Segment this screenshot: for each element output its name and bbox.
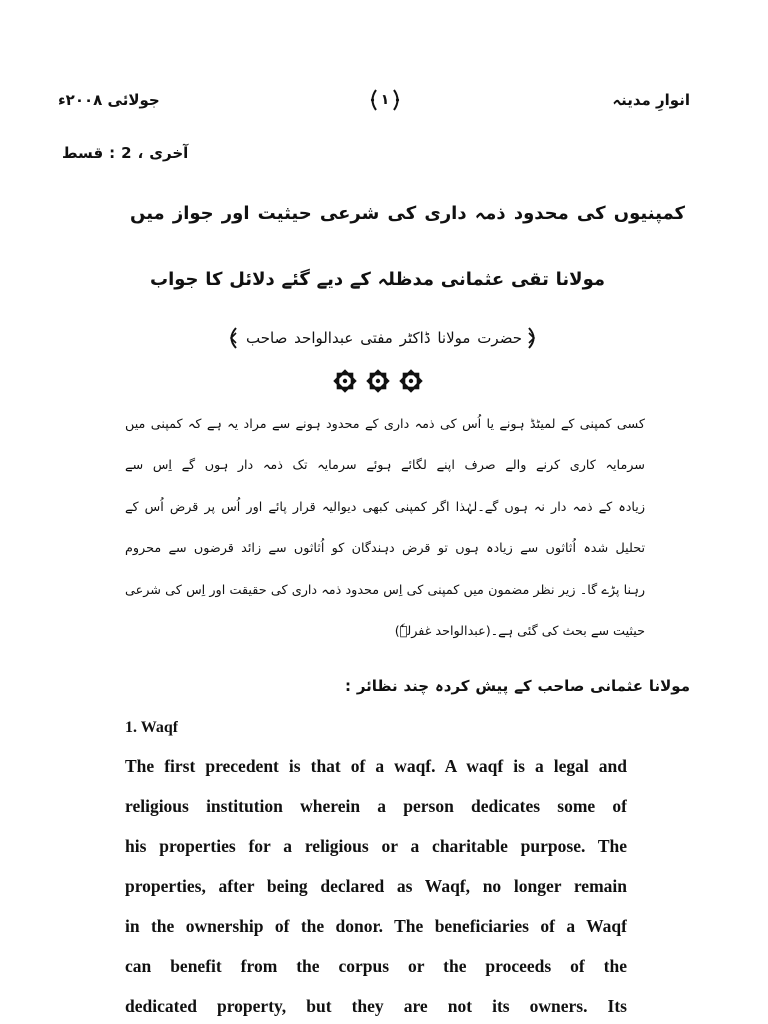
right-bracket-ornament-icon (393, 88, 402, 112)
body-text-line: dedicated property, but they are not its owners. Its (125, 996, 627, 1016)
right-bracket-ornament-icon (527, 327, 539, 349)
page-number-ornament (368, 88, 402, 112)
subsection-heading: 1. Waqf (125, 719, 179, 736)
section-heading: مولانا عثمانی صاحب کے پیش کردہ چند نظائر : (345, 677, 690, 695)
installment-status: آخری (149, 144, 189, 162)
body-text-line: religious institution wherein a person dedicates some of (125, 796, 627, 816)
installment-separator: ، (137, 144, 144, 162)
author-name: حضرت مولانا ڈاکٹر مفتی عبدالواحد صاحب (246, 329, 522, 347)
star-ornament-icon (333, 369, 357, 393)
body-text-line: can benefit from the corpus or the proceeds of the (125, 956, 627, 976)
abstract-line: زیادہ کے ذمہ دار نہ ہوں گے۔لہٰذا اگر کمپنی کبھی دیوالیہ قرار پائے اور اُس پر قرض اُس کے (125, 500, 645, 515)
body-text-line: in the ownership of the donor. The beneficiaries of a Waqf (125, 916, 627, 936)
abstract-line: سرمایہ کاری کرنے والے صرف اپنے لگائے ہوئے سرمایہ تک ذمہ دار ہوں گے اِس سے (125, 458, 645, 473)
installment-word: قسط (62, 144, 104, 162)
issue-date: جولائی ۲۰۰۸ء (58, 91, 160, 109)
body-text-line: his properties for a religious or a charitable purpose. The (125, 836, 627, 856)
abstract-line: تحلیل شدہ اُثاثوں سے زیادہ ہوں تو قرض دہندگان کو اُثاثوں سے زائد قرضوں سے محروم (125, 541, 645, 556)
abstract-line: حیثیت سے بحث کی گئی ہے۔(عبدالواحد غفرلہٗ) (394, 624, 645, 639)
article-title-line: کمپنیوں کی محدود ذمہ داری کی شرعی حیثیت اور جواز میں (130, 203, 685, 224)
star-ornament-icon (399, 369, 423, 393)
abstract-line: رہنا پڑے گا۔ زیر نظر مضمون میں کمپنی کی اِس محدود ذمہ داری کی حقیقت اور اِس کی شرعی (125, 583, 645, 598)
page-number: ۱ (380, 92, 390, 108)
magazine-name: انوارِ مدینہ (612, 91, 690, 109)
body-text-line: The first precedent is that of a waqf. A waqf is a legal and (125, 756, 627, 776)
abstract-line: کسی کمپنی کے لمیٹڈ ہونے یا اُس کی ذمہ داری کے محدود ہونے سے مراد یہ ہے کہ کمپنی میں (125, 417, 645, 432)
left-bracket-ornament-icon (226, 327, 238, 349)
left-bracket-ornament-icon (368, 88, 377, 112)
installment-number: 2 (121, 144, 132, 162)
star-ornament-icon (366, 369, 390, 393)
article-title-line: مولانا تقی عثمانی مدظلہ کے دیے گئے دلائل کا جواب (150, 269, 605, 290)
installment-label (62, 140, 188, 166)
body-text-line: properties, after being declared as Waqf, no longer remain (125, 876, 627, 896)
installment-separator: : (109, 144, 116, 162)
